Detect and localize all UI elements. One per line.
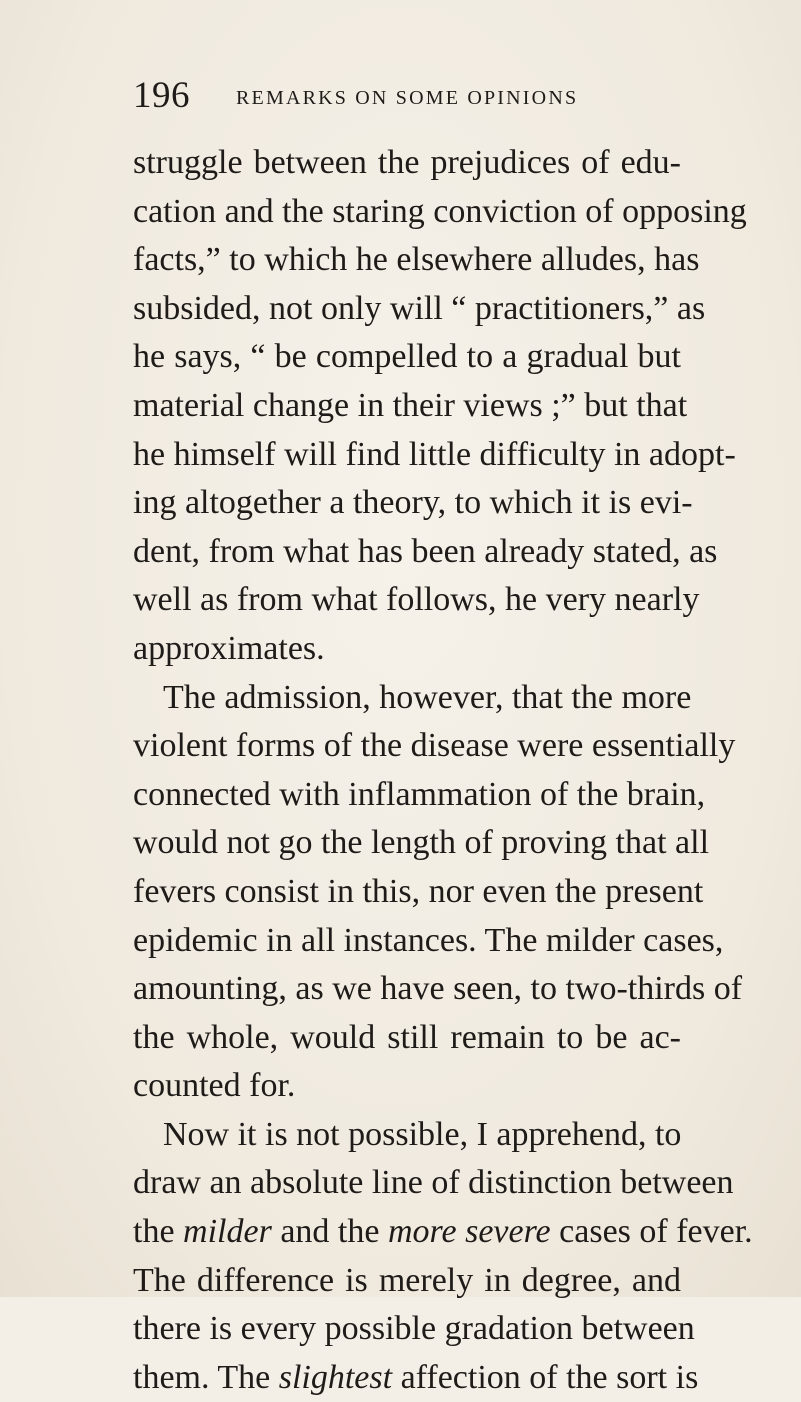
running-head: REMARKS ON SOME OPINIONS <box>236 87 579 109</box>
text-line: facts,” to which he elsewhere alludes, has <box>133 241 700 279</box>
text-line: approximates. <box>133 629 325 667</box>
text-line: well as from what follows, he very nearly <box>133 581 700 619</box>
body-text <box>133 139 753 1402</box>
text-line: material change in their views ;” but that <box>133 386 688 424</box>
text-line: draw an absolute line of distinction between <box>133 1164 734 1202</box>
text-line: ing altogether a theory, to which it is evi- <box>133 484 693 522</box>
text-line: dent, from what has been already stated, as <box>133 532 718 570</box>
italic-run: milder <box>183 1213 272 1251</box>
text-line: violent forms of the disease were essentially <box>133 727 736 765</box>
text-run: the <box>133 1213 184 1251</box>
page-number: 196 <box>133 75 190 116</box>
text-line: fevers consist in this, nor even the present <box>133 872 704 910</box>
text-line: epidemic in all instances. The milder cases, <box>133 921 724 959</box>
text-line: counted for. <box>133 1067 296 1105</box>
text-run: affection of the sort is <box>392 1358 699 1396</box>
text-line-with-italics <box>133 1354 699 1402</box>
paragraph-first-line: The admission, however, that the more <box>163 678 692 716</box>
text-run: them. The <box>133 1358 279 1396</box>
text-line: the whole, would still remain to be ac- <box>133 1018 681 1056</box>
text-line: subsided, not only will “ practitioners,” as <box>133 289 706 327</box>
italic-run: more severe <box>387 1213 551 1251</box>
text-line: he says, “ be compelled to a gradual but <box>133 338 681 376</box>
text-line: would not go the length of proving that all <box>133 824 710 862</box>
italic-run: slightest <box>278 1358 393 1396</box>
text-line: struggle between the prejudices of edu- <box>133 144 681 181</box>
text-line: connected with inflammation of the brain, <box>133 775 706 813</box>
paragraph-first-line: Now it is not possible, I apprehend, to <box>163 1115 682 1153</box>
text-line-with-italics <box>133 1208 753 1257</box>
text-line: amounting, as we have seen, to two-thirds of <box>133 970 743 1008</box>
text-line: there is every possible gradation between <box>133 1310 695 1348</box>
text-line: The difference is merely in degree, and <box>133 1261 681 1299</box>
text-line: cation and the staring conviction of opposing <box>133 192 747 230</box>
text-run: cases of fever. <box>550 1213 753 1251</box>
text-line: he himself will find little difficulty in adopt- <box>133 435 736 473</box>
text-run: and the <box>271 1213 388 1251</box>
page-header <box>133 76 653 116</box>
